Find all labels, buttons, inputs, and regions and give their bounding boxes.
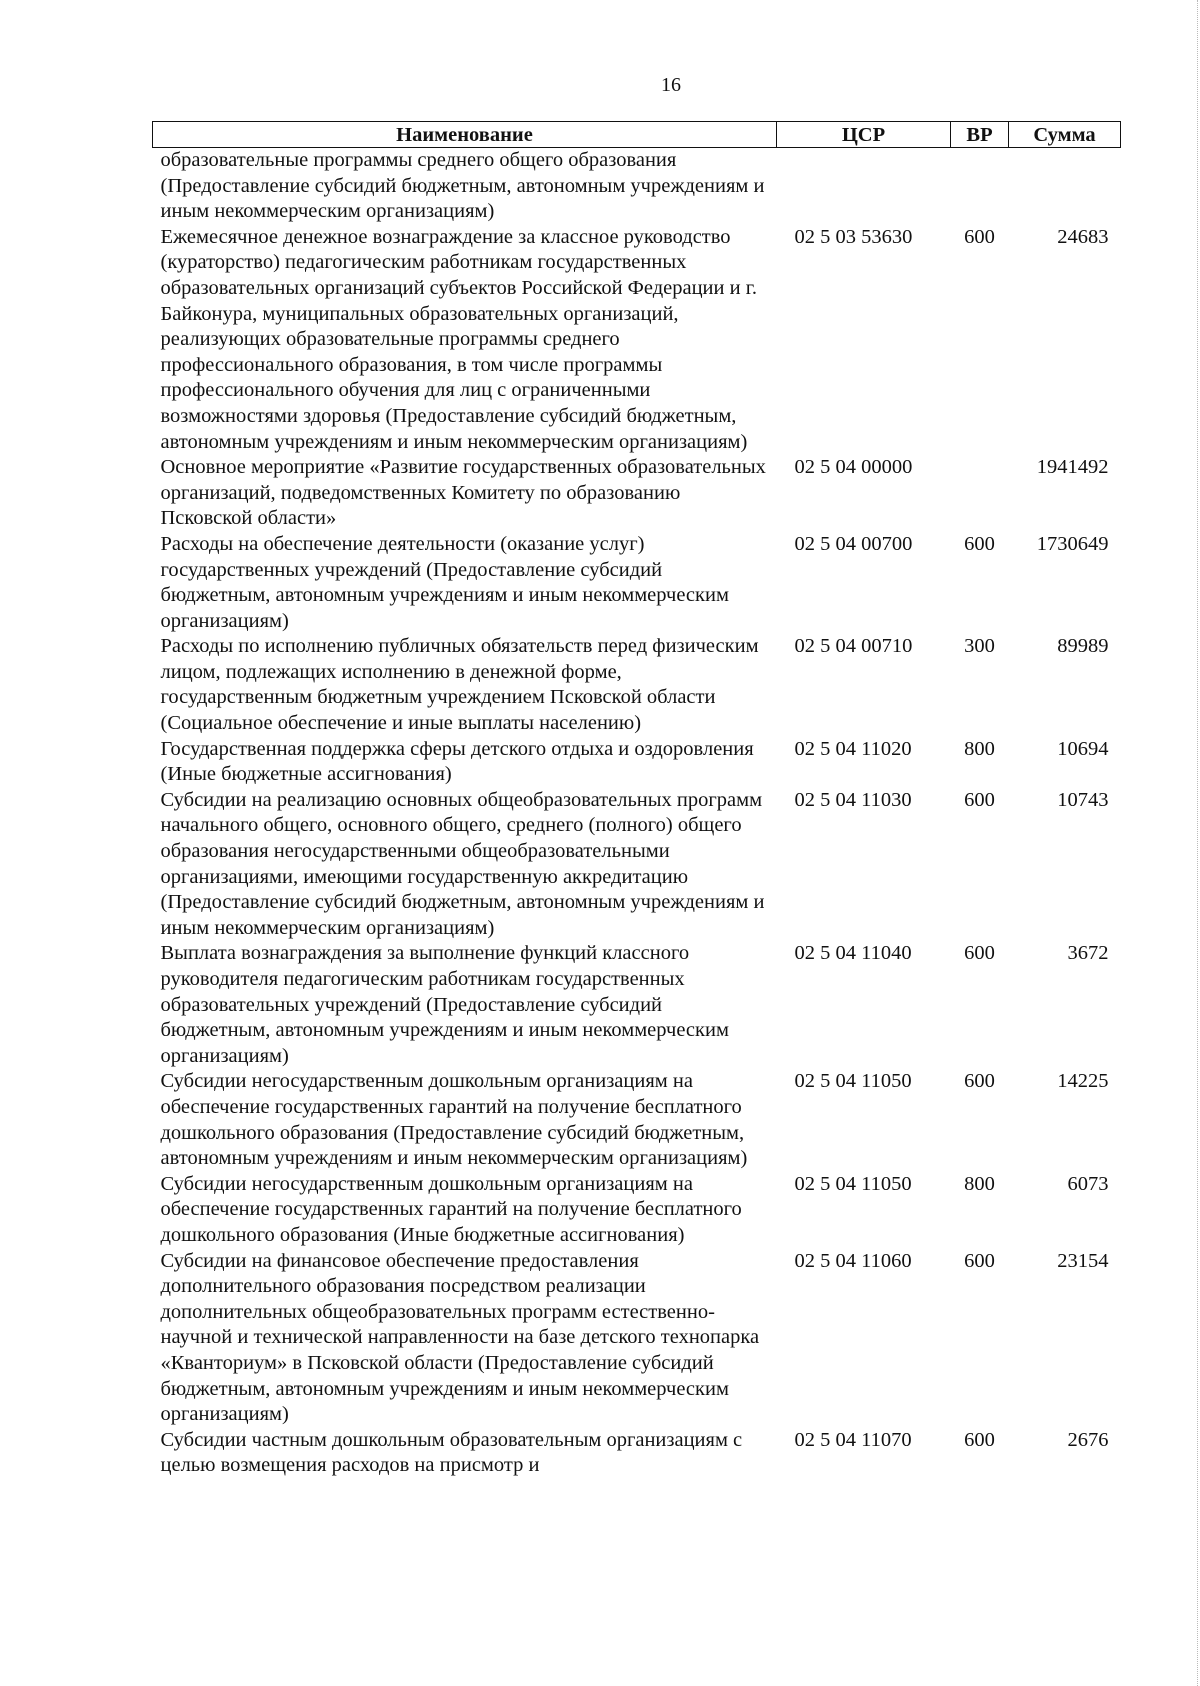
row-sum: 14225 [1057, 1070, 1109, 1093]
row-name: Расходы по исполнению публичных обязательств перед физическим лицом, подлежащих исполнению в денежной форме, государственным бюджетным учреждением Псковской области (Социальное обеспечение и иные выплаты населению) [160, 635, 759, 735]
row-sum: 23154 [1057, 1249, 1109, 1272]
row-sum [1009, 148, 1121, 225]
row-vr: 600 [964, 788, 995, 811]
table-row [153, 941, 1121, 1069]
table-row [153, 455, 1121, 532]
row-name: образовательные программы среднего общего образования (Предоставление субсидий бюджетным, автономным учреждениям и иным некоммерческим организациям) [160, 149, 765, 223]
row-vr: 600 [964, 1249, 995, 1272]
header-vr: ВР [951, 122, 1009, 148]
row-csr: 02 5 04 11050 [794, 1172, 912, 1195]
table-row [153, 1172, 1121, 1249]
table-row [153, 737, 1121, 788]
row-vr: 800 [964, 1172, 995, 1195]
row-csr [777, 148, 951, 225]
row-csr: 02 5 04 11020 [794, 737, 912, 760]
row-name: Ежемесячное денежное вознаграждение за классное руководство (кураторство) педагогическим работникам государственных образовательных организаций субъектов Российской Федерации и г. Байконура, муниципальных образовательных организаций, реализующих образовательные программы среднего профессионального образования, в том числе программы профессионального обучения для лиц с ограниченными возможностями здоровья (Предоставление субсидий бюджетным, автономным учреждениям и иным некоммерческим организациям) [160, 225, 757, 453]
row-vr: 600 [964, 532, 995, 555]
table-row [153, 532, 1121, 634]
row-csr: 02 5 04 00000 [794, 456, 913, 479]
table-header-row [153, 122, 1121, 148]
row-sum: 24683 [1057, 225, 1109, 248]
table-row [153, 148, 1121, 225]
row-sum: 89989 [1057, 635, 1109, 658]
row-csr: 02 5 04 11060 [794, 1249, 912, 1272]
row-vr [951, 148, 1009, 225]
row-name: Расходы на обеспечение деятельности (оказание услуг) государственных учреждений (Предоставление субсидий бюджетным, автономным учреждениям и иным некоммерческим организациям) [160, 532, 729, 632]
row-csr: 02 5 04 11070 [794, 1428, 912, 1451]
row-sum: 2676 [1067, 1428, 1109, 1451]
row-sum: 10694 [1057, 737, 1109, 760]
row-name: Субсидии негосударственным дошкольным организациям на обеспечение государственных гарантий на получение бесплатного дошкольного образования (Иные бюджетные ассигнования) [160, 1172, 742, 1246]
row-csr: 02 5 04 11050 [794, 1070, 912, 1093]
row-name: Субсидии негосударственным дошкольным организациям на обеспечение государственных гарантий на получение бесплатного дошкольного образования (Предоставление субсидий бюджетным, автономным учреждениям и иным некоммерческим организациям) [160, 1070, 748, 1170]
row-name: Субсидии частным дошкольным образовательным организациям с целью возмещения расходов на присмотр и [160, 1428, 743, 1477]
row-name: Субсидии на финансовое обеспечение предоставления дополнительного образования посредством реализации дополнительных общеобразовательных программ естественно-научной и технической направленности на базе детского технопарка «Кванториум» в Псковской области (Предоставление субсидий бюджетным, автономным учреждениям и иным некоммерческим организациям) [160, 1249, 760, 1426]
header-name: Наименование [153, 122, 777, 148]
table-row [153, 1069, 1121, 1171]
table-row [153, 788, 1121, 942]
row-vr: 800 [964, 737, 995, 760]
row-csr: 02 5 04 11040 [794, 942, 912, 965]
row-vr: 600 [964, 1070, 995, 1093]
table-row [153, 1428, 1121, 1479]
row-sum: 1941492 [1036, 456, 1109, 479]
page-number: 16 [661, 74, 681, 96]
table-row [153, 634, 1121, 736]
table-row [153, 1249, 1121, 1428]
row-vr: 600 [964, 225, 995, 248]
row-vr: 300 [964, 635, 995, 658]
row-name: Субсидии на реализацию основных общеобразовательных программ начального общего, основного общего, среднего (полного) общего образования негосударственными общеобразовательными организациями, имеющими государственную аккредитацию (Предоставление субсидий бюджетным, автономным учреждениям и иным некоммерческим организациям) [160, 788, 765, 939]
row-sum: 3672 [1067, 942, 1109, 965]
table-row [153, 225, 1121, 455]
row-csr: 02 5 04 00700 [794, 532, 913, 555]
row-name: Выплата вознаграждения за выполнение функций классного руководителя педагогическим работникам государственных образовательных учреждений (Предоставление субсидий бюджетным, автономным учреждениям и иным некоммерческим организациям) [160, 942, 729, 1067]
row-vr: 600 [964, 1428, 995, 1451]
scan-edge [1194, 0, 1198, 1686]
row-csr: 02 5 04 11030 [794, 788, 912, 811]
row-csr: 02 5 03 53630 [794, 225, 913, 248]
budget-table [152, 121, 1121, 1479]
row-sum: 6073 [1067, 1172, 1109, 1195]
row-name: Государственная поддержка сферы детского отдыха и оздоровления (Иные бюджетные ассигнования) [160, 737, 754, 786]
row-csr: 02 5 04 00710 [794, 635, 913, 658]
header-sum: Сумма [1009, 122, 1121, 148]
header-csr: ЦСР [777, 122, 951, 148]
row-vr: 600 [964, 942, 995, 965]
row-vr [951, 455, 1009, 532]
row-name: Основное мероприятие «Развитие государственных образовательных организаций, подведомственных Комитету по образованию Псковской области» [160, 456, 766, 530]
row-sum: 1730649 [1036, 532, 1109, 555]
row-sum: 10743 [1057, 788, 1109, 811]
